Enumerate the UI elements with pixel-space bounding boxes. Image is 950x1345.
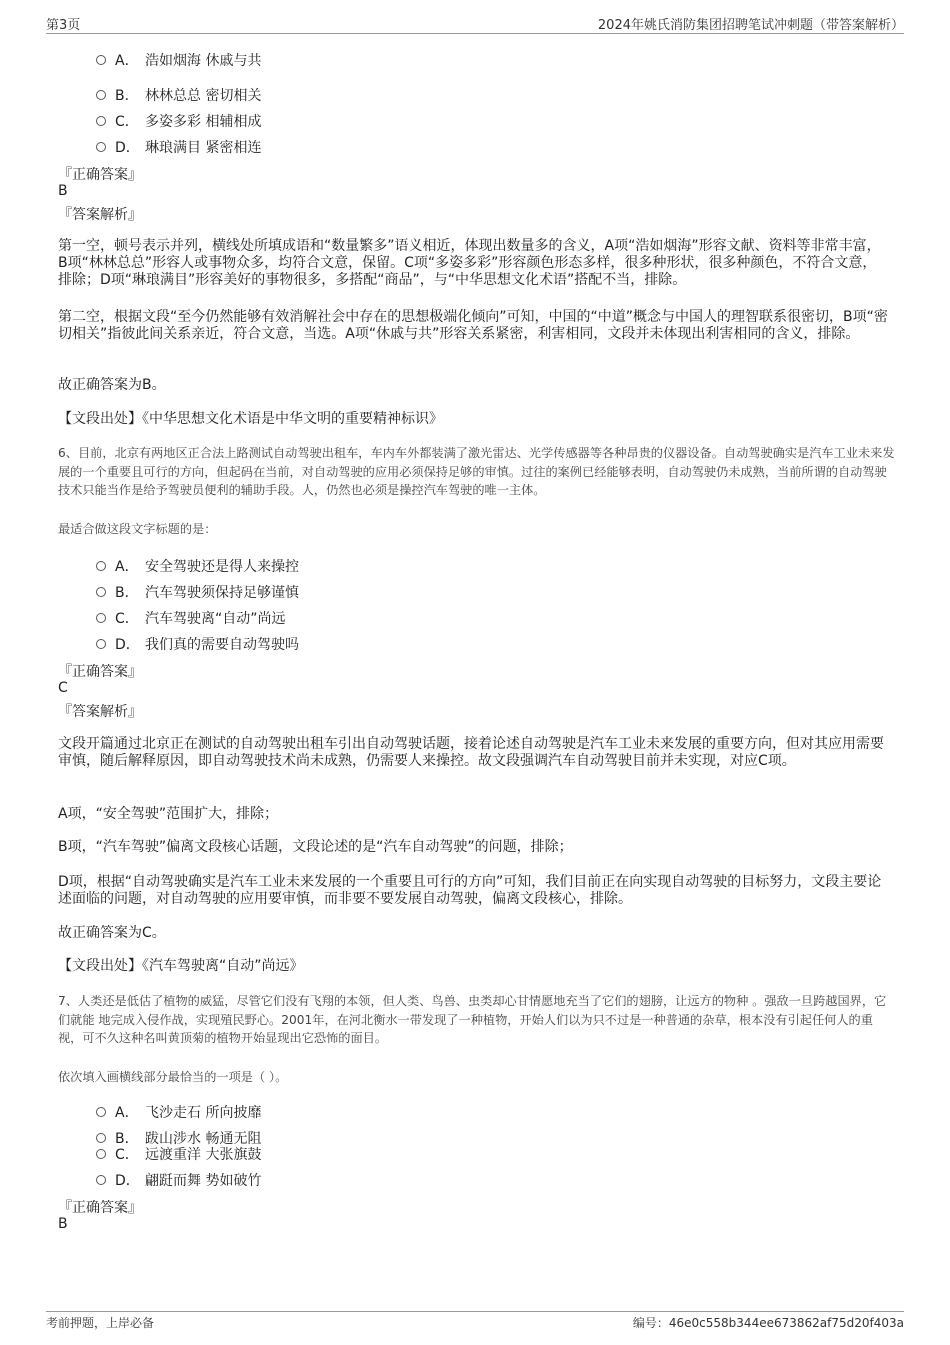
q6-analysis-para: 文段开篇通过北京正在测试的自动驾驶出租车引出自动驾驶话题，接着论述自动驾驶是汽车工业未来发展的重要方向，但对其应用需要审慎，随后解释原因，即自动驾驶技术尚未成熟，仍需要人来操控。故文段强调汽车自动驾驶目前并未实现，对应C项。 [58, 736, 884, 769]
q6-conclusion: 故正确答案为C。 [58, 925, 166, 941]
q5-analysis-label: 『答案解析』 [58, 207, 142, 223]
q6-option-c[interactable]: C． 汽车驾驶离“自动”尚远 [96, 608, 286, 628]
q5-conclusion: 故正确答案为B。 [58, 377, 166, 393]
radio-icon[interactable] [96, 55, 106, 65]
q7-option-a[interactable]: A． 飞沙走石 所向披靡 [96, 1102, 261, 1122]
radio-icon[interactable] [96, 1107, 106, 1117]
q5-source: 【文段出处】《中华思想文化术语是中华文明的重要精神标识》 [58, 411, 443, 427]
q6-option-d[interactable]: D． 我们真的需要自动驾驶吗 [96, 634, 299, 654]
footer-slogan: 考前押题，上岸必备 [46, 1316, 155, 1330]
q7-option-d[interactable]: D． 翩跹而舞 势如破竹 [96, 1170, 261, 1190]
page-number: 第3页 [46, 18, 81, 33]
q6-option-a[interactable]: A． 安全驾驶还是得人来操控 [96, 556, 299, 576]
q6-analysis-d: D项，根据“自动驾驶确实是汽车工业未来发展的一个重要且可行的方向”可知，我们目前正在向实现自动驾驶的目标努力，文段主要论述面临的问题，对自动驾驶的应用要审慎，而非要不要发展自动驾驶，偏离文段核心，排除。 [58, 874, 882, 907]
q6-question: 6、目前，北京有两地区正合法上路测试自动驾驶出租车，车内车外都装满了激光雷达、光学传感器等各种昂贵的仪器设备。自动驾驶确实是汽车工业未来发展的一个重要且可行的方向，但起码在当前，对自动驾驶的应用必须保持足够的审慎。过往的案例已经能够表明，自动驾驶仍未成熟，当前所谓的自动驾驶技术只能当作是给予驾驶员便利的辅助手段。人，仍然也必须是操控汽车驾驶的唯一主体。 [58, 446, 895, 497]
q6-answer: C [58, 680, 68, 696]
header-divider [46, 33, 904, 34]
q6-source: 【文段出处】《汽车驾驶离“自动”尚远》 [58, 958, 304, 974]
q5-answer-label: 『正确答案』 [58, 167, 142, 183]
q5-answer: B [58, 183, 68, 199]
document-code: 编号：46e0c558b344ee673862af75d20f403a [632, 1316, 904, 1330]
q6-answer-label: 『正确答案』 [58, 664, 142, 680]
q7-option-b[interactable]: B． 跋山涉水 畅通无阻 [96, 1128, 261, 1148]
q6-analysis-label: 『答案解析』 [58, 704, 142, 720]
q7-option-c[interactable]: C． 远渡重洋 大张旗鼓 [96, 1144, 261, 1164]
radio-icon[interactable] [96, 639, 106, 649]
radio-icon[interactable] [96, 90, 106, 100]
footer-divider [46, 1311, 904, 1312]
radio-icon[interactable] [96, 1175, 106, 1185]
q7-answer: B [58, 1216, 68, 1232]
q5-analysis-para: 第二空，根据文段“至今仍然能够有效消解社会中存在的思想极端化倾向”可知，中国的“中道”概念与中国人的理智联系很密切，B项“密切相关”指彼此间关系亲近，符合文意，当选。A项“休戚与共”形容关系紧密，利害相同，文段并未体现出利害相同的含义，排除。 [58, 309, 888, 342]
q5-analysis-para: 第一空，顿号表示并列，横线处所填成语和“数量繁多”语义相近，体现出数量多的含义，A项“浩如烟海”形容文献、资料等非常丰富，B项“林林总总”形容人或事物众多，均符合文意，保留。C项“多姿多彩”形容颜色形态多样，很多种形状，很多种颜色，不符合文意，排除；D项“琳琅满目”形容美好的事物很多，多搭配“商品”，与“中华思想文化术语”搭配不当，排除。 [58, 238, 881, 288]
radio-icon[interactable] [96, 587, 106, 597]
q6-prompt: 最适合做这段文字标题的是： [58, 522, 217, 536]
q7-answer-label: 『正确答案』 [58, 1200, 142, 1216]
q5-option-a[interactable]: A． 浩如烟海 休戚与共 [96, 50, 261, 70]
radio-icon[interactable] [96, 613, 106, 623]
q5-option-c[interactable]: C． 多姿多彩 相辅相成 [96, 111, 261, 131]
q6-analysis-a: A项，“安全驾驶”范围扩大，排除； [58, 806, 279, 822]
q6-analysis-b: B项，“汽车驾驶”偏离文段核心话题，文段论述的是“汽车自动驾驶”的问题，排除； [58, 839, 573, 855]
q5-option-b[interactable]: B． 林林总总 密切相关 [96, 85, 261, 105]
radio-icon[interactable] [96, 116, 106, 126]
radio-icon[interactable] [96, 561, 106, 571]
radio-icon[interactable] [96, 1133, 106, 1143]
q7-question: 7、人类还是低估了植物的威猛，尽管它们没有飞翔的本领，但人类、鸟兽、虫类却心甘情愿地充当了它们的翅膀，让远方的物种 。强敌一旦跨越国界，它们就能 地完成入侵作战，实现殖民野心。2001年，在河北衡水一带发现了一种植物，开始人们以为只不过是一种普通的杂草，根本没有引起任何人的重视，可不久这种名叫黄顶菊的植物开始显现出它恐怖的面目。 [58, 994, 887, 1045]
radio-icon[interactable] [96, 142, 106, 152]
document-title: 2024年姚氏消防集团招聘笔试冲刺题（带答案解析） [597, 18, 904, 33]
q6-option-b[interactable]: B． 汽车驾驶须保持足够谨慎 [96, 582, 299, 602]
q7-prompt: 依次填入画横线部分最恰当的一项是（ ）。 [58, 1070, 288, 1084]
q5-option-d[interactable]: D． 琳琅满目 紧密相连 [96, 137, 261, 157]
radio-icon[interactable] [96, 1149, 106, 1159]
